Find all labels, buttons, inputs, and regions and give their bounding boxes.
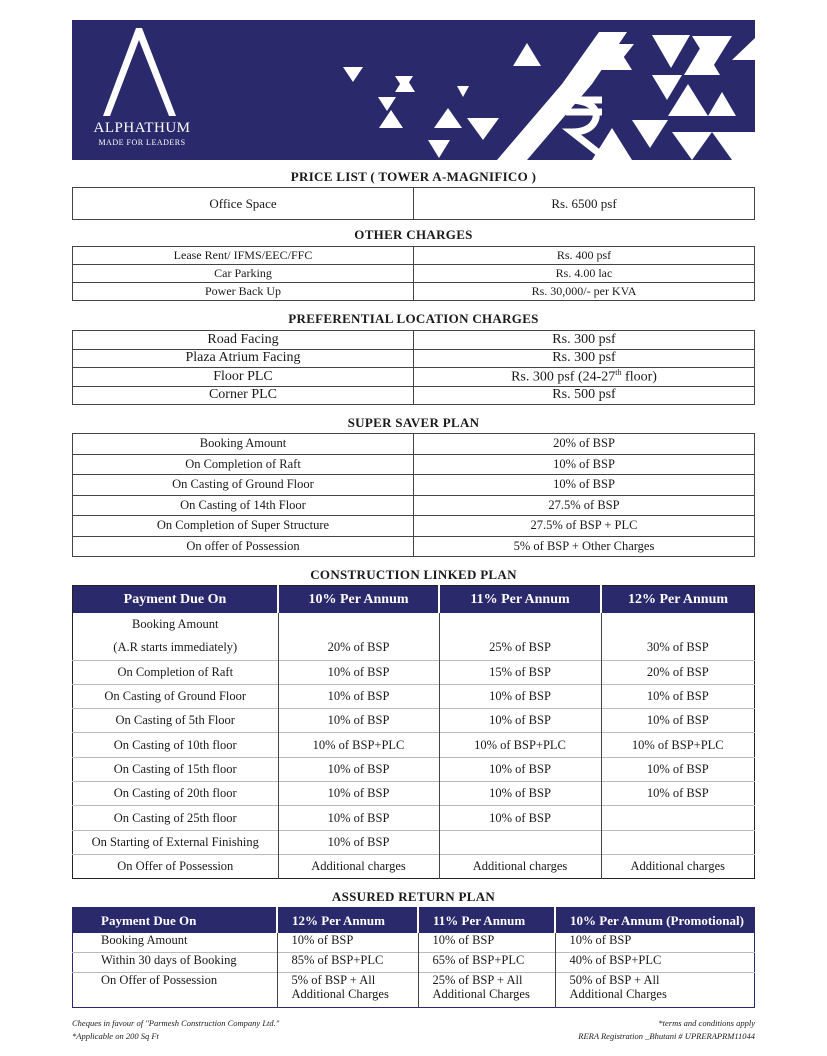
row-value: Rs. 4.00 lac xyxy=(414,265,755,283)
row-label: Plaza Atrium Facing xyxy=(73,349,414,368)
plc-title: PREFERENTIAL LOCATION CHARGES xyxy=(288,311,539,326)
table-row xyxy=(73,830,755,854)
column-header: 11% Per Annum xyxy=(439,586,601,614)
table-cell: 10% of BSP xyxy=(277,933,418,953)
row-value: 27.5% of BSP xyxy=(414,495,755,516)
table-cell: On Casting of 10th floor xyxy=(73,733,279,757)
table-cell xyxy=(278,613,439,636)
table-cell: 10% of BSP xyxy=(439,782,601,806)
table-cell: 10% of BSP xyxy=(439,684,601,708)
table-cell: 10% of BSP xyxy=(278,806,439,830)
row-value: 5% of BSP + Other Charges xyxy=(414,536,755,557)
triangle-shapes xyxy=(343,32,755,160)
table-cell: Within 30 days of Booking xyxy=(73,953,278,973)
table-row xyxy=(73,973,755,1008)
table-cell: 10% of BSP xyxy=(555,933,755,953)
table-cell: 10% of BSP+PLC xyxy=(278,733,439,757)
table-row xyxy=(73,495,755,516)
other-charges-title: OTHER CHARGES xyxy=(354,227,473,242)
brand-tagline: MADE FOR LEADERS xyxy=(98,138,186,147)
table-row xyxy=(73,613,755,636)
table-row xyxy=(73,283,755,301)
row-label: Car Parking xyxy=(73,265,414,283)
row-value: Rs. 400 psf xyxy=(414,247,755,265)
table-row xyxy=(73,454,755,475)
table-row xyxy=(73,265,755,283)
row-label: Office Space xyxy=(73,188,414,220)
table-cell: 10% of BSP xyxy=(439,709,601,733)
table-row xyxy=(73,349,755,368)
cell-line: Additional Charges xyxy=(291,987,389,1001)
table-row xyxy=(73,806,755,830)
row-label: Booking Amount xyxy=(73,434,414,455)
column-header: 12% Per Annum xyxy=(601,586,755,614)
brand-name: ALPHATHUM xyxy=(93,120,191,136)
table-cell: 10% of BSP+PLC xyxy=(601,733,755,757)
table-row xyxy=(73,709,755,733)
row-label: Floor PLC xyxy=(73,368,414,387)
table-cell: Booking Amount xyxy=(132,617,219,632)
table-row xyxy=(73,953,755,973)
table-header-row xyxy=(73,586,755,614)
table-cell: 40% of BSP+PLC xyxy=(555,953,755,973)
row-label: Power Back Up xyxy=(73,283,414,301)
table-cell: 10% of BSP xyxy=(601,709,755,733)
table-cell: Booking Amount xyxy=(101,933,188,947)
table-cell: On Casting of Ground Floor xyxy=(73,684,279,708)
price-list-title: PRICE LIST ( TOWER A-MAGNIFICO ) xyxy=(290,169,537,184)
row-value: 27.5% of BSP + PLC xyxy=(414,516,755,537)
table-cell: On Casting of 25th floor xyxy=(73,806,279,830)
table-cell: 65% of BSP+PLC xyxy=(418,953,555,973)
column-header: Payment Due On xyxy=(73,586,279,614)
table-cell: 10% of BSP xyxy=(278,757,439,781)
price-list-table xyxy=(72,187,755,220)
table-row xyxy=(73,933,755,953)
row-label: On Casting of Ground Floor xyxy=(73,475,414,496)
table-row xyxy=(73,188,755,220)
value-prefix: Rs. 300 psf (24-27 xyxy=(511,369,616,385)
table-cell: 85% of BSP+PLC xyxy=(277,953,418,973)
terms-note: *terms and conditions apply xyxy=(658,1018,755,1028)
row-value: Rs. 300 psf xyxy=(414,331,755,350)
super-saver-title: SUPER SAVER PLAN xyxy=(347,415,480,430)
row-label: On Completion of Raft xyxy=(73,454,414,475)
table-row xyxy=(73,660,755,684)
logo-mark-icon xyxy=(103,28,176,116)
super-saver-table xyxy=(72,433,755,557)
table-cell xyxy=(439,613,601,636)
value-suffix: floor) xyxy=(621,369,657,385)
cell-line: Additional Charges xyxy=(432,987,530,1001)
table-row xyxy=(73,733,755,757)
table-cell: 10% of BSP xyxy=(278,709,439,733)
table-cell: 10% of BSP xyxy=(601,757,755,781)
cell-line: On Offer of Possession xyxy=(101,973,218,987)
table-cell xyxy=(73,973,278,1008)
cell-line: Additional Charges xyxy=(569,987,667,1001)
table-cell: 10% of BSP xyxy=(601,782,755,806)
row-value: Rs. 500 psf xyxy=(414,386,755,405)
table-cell: Additional charges xyxy=(278,854,439,878)
table-cell: 25% of BSP xyxy=(439,636,601,660)
clp-title: CONSTRUCTION LINKED PLAN xyxy=(310,567,517,582)
table-row xyxy=(73,475,755,496)
table-row xyxy=(73,757,755,781)
header-banner xyxy=(72,20,755,160)
table-cell: On Casting of 15th floor xyxy=(73,757,279,781)
table-cell: 10% of BSP xyxy=(601,684,755,708)
table-cell xyxy=(277,973,418,1008)
cell-line: 5% of BSP + All xyxy=(291,973,376,987)
table-row xyxy=(73,434,755,455)
table-row xyxy=(73,684,755,708)
table-cell: On Completion of Raft xyxy=(73,660,279,684)
rera-note: RERA Registration _Bhutani # UPRERAPRM11044 xyxy=(578,1031,755,1041)
row-label: Road Facing xyxy=(73,331,414,350)
cell-line: 25% of BSP + All xyxy=(432,973,523,987)
column-header: 10% Per Annum xyxy=(278,586,439,614)
table-cell xyxy=(555,973,755,1008)
cheque-note: Cheques in favour of "Parmesh Construction Company Ltd." xyxy=(72,1018,280,1028)
table-cell: 10% of BSP xyxy=(439,806,601,830)
table-cell: 20% of BSP xyxy=(278,636,439,660)
column-header: 11% Per Annum xyxy=(418,908,555,934)
applicable-note: *Applicable on 200 Sq Ft xyxy=(72,1031,159,1041)
column-header: 12% Per Annum xyxy=(277,908,418,934)
cell-line: 50% of BSP + All xyxy=(569,973,660,987)
table-row xyxy=(73,854,755,878)
table-cell xyxy=(601,830,755,854)
table-cell: 15% of BSP xyxy=(439,660,601,684)
arp-title: ASSURED RETURN PLAN xyxy=(331,889,496,904)
table-cell xyxy=(601,806,755,830)
table-row xyxy=(73,247,755,265)
row-label: Lease Rent/ IFMS/EEC/FFC xyxy=(73,247,414,265)
row-value: 10% of BSP xyxy=(414,475,755,496)
rupee-icon xyxy=(566,100,602,154)
other-charges-table xyxy=(72,246,755,301)
brand-block xyxy=(92,120,192,147)
table-cell: Additional charges xyxy=(601,854,755,878)
table-cell xyxy=(439,830,601,854)
table-row xyxy=(73,368,755,387)
table-row xyxy=(73,386,755,405)
row-value: Rs. 6500 psf xyxy=(414,188,755,220)
row-value: 10% of BSP xyxy=(414,454,755,475)
column-header: 10% Per Annum (Promotional) xyxy=(555,908,755,934)
table-row xyxy=(73,516,755,537)
table-cell: 10% of BSP xyxy=(278,660,439,684)
column-header: Payment Due On xyxy=(73,908,278,934)
table-row xyxy=(73,636,755,660)
table-cell: 10% of BSP+PLC xyxy=(439,733,601,757)
table-header-row xyxy=(73,908,755,934)
row-label: On Completion of Super Structure xyxy=(73,516,414,537)
row-value: 20% of BSP xyxy=(414,434,755,455)
table-cell: 10% of BSP xyxy=(278,782,439,806)
table-cell: Additional charges xyxy=(439,854,601,878)
plc-table xyxy=(72,330,755,405)
table-cell: 20% of BSP xyxy=(601,660,755,684)
table-cell: On Casting of 20th floor xyxy=(73,782,279,806)
table-row xyxy=(73,536,755,557)
table-row xyxy=(73,331,755,350)
table-cell: 10% of BSP xyxy=(278,684,439,708)
table-cell: 10% of BSP xyxy=(278,830,439,854)
table-cell: 10% of BSP xyxy=(439,757,601,781)
row-label: On Casting of 14th Floor xyxy=(73,495,414,516)
table-row xyxy=(73,782,755,806)
table-cell xyxy=(418,973,555,1008)
table-cell: On Starting of External Finishing xyxy=(73,830,279,854)
table-cell: On Casting of 5th Floor xyxy=(73,709,279,733)
row-value xyxy=(414,368,755,387)
row-value: Rs. 30,000/- per KVA xyxy=(414,283,755,301)
row-label: On offer of Possession xyxy=(73,536,414,557)
table-cell: On Offer of Possession xyxy=(73,854,279,878)
clp-table xyxy=(72,585,755,879)
value-superscript: th xyxy=(615,368,622,377)
row-label: Corner PLC xyxy=(73,386,414,405)
table-cell: 10% of BSP xyxy=(418,933,555,953)
row-value: Rs. 300 psf xyxy=(414,349,755,368)
arp-table xyxy=(72,907,755,1008)
table-cell xyxy=(601,613,755,636)
table-cell: 30% of BSP xyxy=(601,636,755,660)
table-cell: (A.R starts immediately) xyxy=(113,640,238,655)
